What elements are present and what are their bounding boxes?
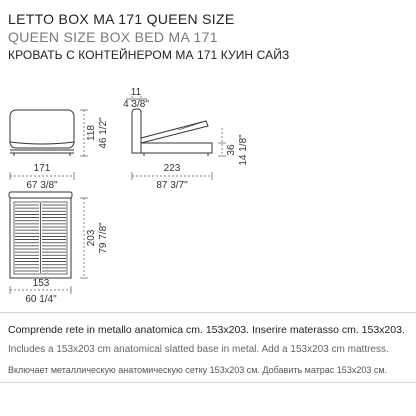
side-height-dimension [218,128,226,156]
note-english: Includes a 153x203 cm anatomical slatted base in metal. Add a 153x203 cm mattress. [8,344,389,355]
notes-block [8,320,412,380]
side-lifted-lid [141,121,208,143]
side-headboard [132,109,141,153]
top-length-cm: 203 [86,229,97,247]
front-width-in: 67 3/8" [26,180,58,191]
title-russian: КРОВАТЬ С КОНТЕЙНЕРОМ МА 171 КУИН САЙЗ [8,48,290,62]
divider-bottom [0,382,416,383]
note-russian: Включает металлическую анатомическую сетку 153x203 см. Добавить матрас 153x203 см. [8,365,388,375]
title-english: QUEEN SIZE BOX BED MA 171 [8,29,218,45]
side-headboard-cm: 11 [130,87,142,98]
side-height-in: 14 1/8" [238,134,249,166]
front-view [10,110,74,156]
top-slatted-base [15,203,66,273]
front-height-cm: 118 [86,125,97,141]
divider-top [0,312,416,313]
top-width-in: 60 1/4" [25,294,57,305]
top-headboard [9,192,72,198]
side-height-cm: 36 [226,144,237,156]
side-headboard-in: 4 3/8" [123,99,149,110]
side-length-cm: 223 [163,163,181,174]
front-height-in: 46 1/2" [98,117,109,149]
front-width-cm: 171 [33,163,51,174]
title-italian: LETTO BOX MA 171 QUEEN SIZE [8,11,235,27]
side-box-base [141,143,212,153]
front-headboard-curve [10,142,74,144]
front-headboard-outline [10,110,74,148]
top-length-in: 79 7/8" [98,222,109,254]
top-width-cm: 153 [32,278,50,289]
side-length-in: 87 3/7" [156,180,188,191]
note-italian: Comprende rete in metallo anatomica cm. 153x203. Inserire materasso cm. 153x203. [8,324,405,336]
side-view [132,109,212,156]
side-lid-inner-line [178,121,206,130]
